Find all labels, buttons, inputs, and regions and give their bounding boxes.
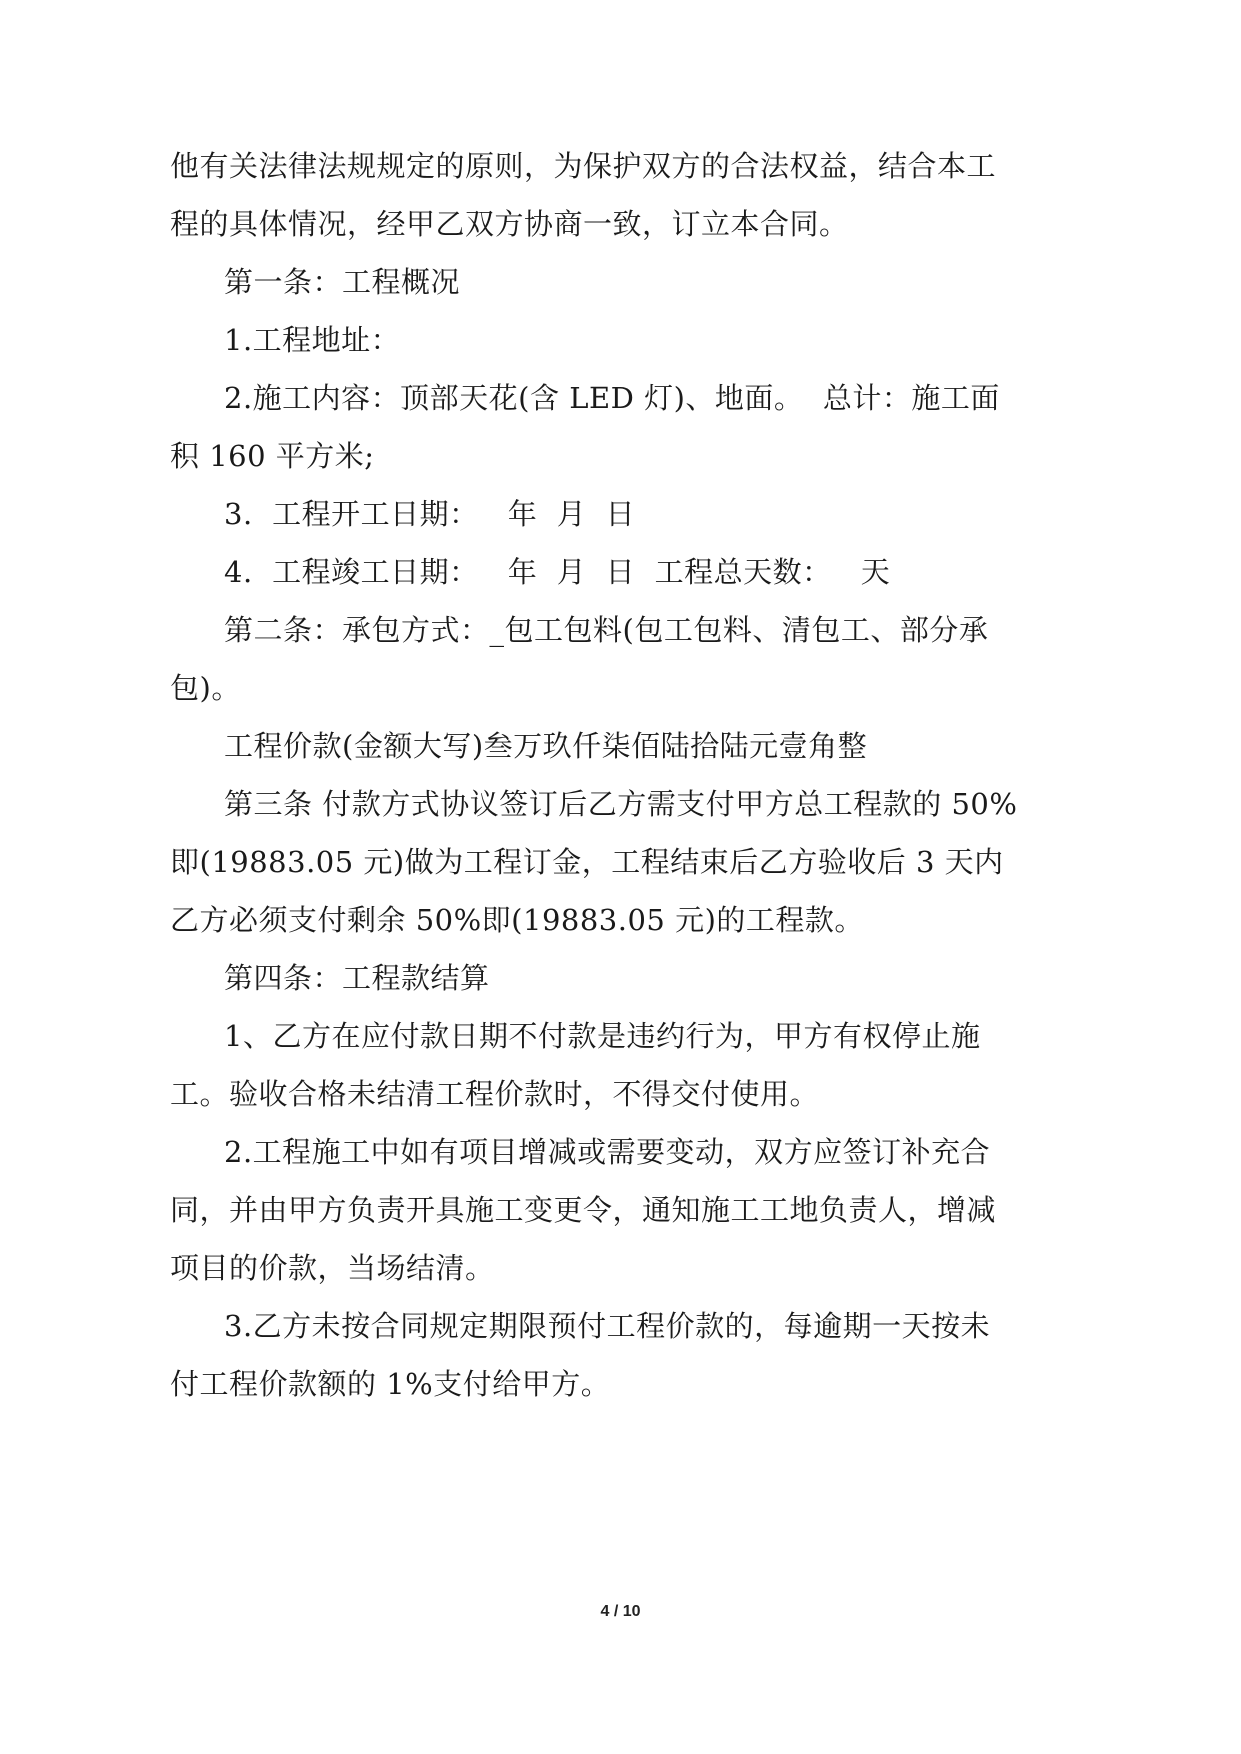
text-line: 1.工程地址： [224,323,401,357]
section-heading: 第一条：工程概况 [224,265,461,299]
section-heading: 第四条：工程款结算 [224,961,490,995]
text-line: 同，并由甲方负责开具施工变更令，通知施工工地负责人，增减 [170,1193,997,1227]
section-heading: 第三条 付款方式协议签订后乙方需支付甲方总工程款的 50% [224,787,1018,821]
text-line: 2.工程施工中如有项目增减或需要变动，双方应签订补充合 [224,1135,991,1169]
section-heading: 第二条：承包方式：_包工包料(包工包料、清包工、部分承 [224,613,989,647]
text-line: 2.施工内容：顶部天花(含 LED 灯)、地面。 总计：施工面 [224,381,1000,415]
text-line: 3.乙方未按合同规定期限预付工程价款的，每逾期一天按未 [224,1309,991,1343]
text-line: 积 160 平方米; [170,439,375,473]
text-line: 包)。 [170,671,241,705]
text-line: 即(19883.05 元)做为工程订金，工程结束后乙方验收后 3 天内 [170,845,1004,879]
text-line: 工程价款(金额大写)叁万玖仟柒佰陆拾陆元壹角整 [224,729,868,763]
text-line: 3. 工程开工日期： 年 月 日 [224,497,636,531]
page-number: 4 / 10 [600,1603,641,1620]
text-line: 4. 工程竣工日期： 年 月 日 工程总天数： 天 [224,555,891,589]
text-line: 1、乙方在应付款日期不付款是违约行为，甲方有权停止施 [224,1019,981,1053]
text-line: 乙方必须支付剩余 50%即(19883.05 元)的工程款。 [170,903,864,937]
text-line: 付工程价款额的 1%支付给甲方。 [170,1367,611,1401]
text-line: 工。验收合格未结清工程价款时，不得交付使用。 [170,1077,820,1111]
text-line: 程的具体情况，经甲乙双方协商一致，订立本合同。 [170,207,849,241]
text-line: 他有关法律法规规定的原则，为保护双方的合法权益，结合本工 [170,149,997,183]
text-line: 项目的价款，当场结清。 [170,1251,495,1285]
